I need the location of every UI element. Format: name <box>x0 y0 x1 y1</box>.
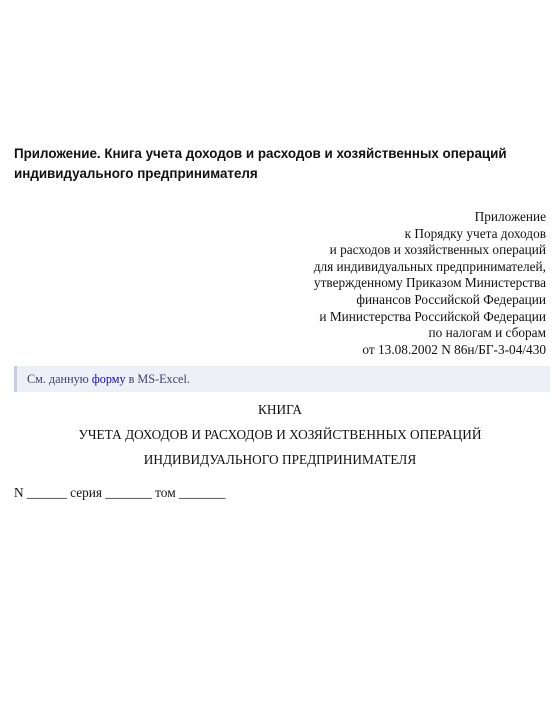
approval-line: финансов Российской Федерации <box>356 291 546 307</box>
document-heading <box>14 144 544 184</box>
approval-line: и расходов и хозяйственных операций <box>329 242 546 258</box>
note-prefix: См. данную <box>27 372 92 386</box>
form-link[interactable]: форму <box>91 372 126 386</box>
book-subtitle: УЧЕТА ДОХОДОВ И РАСХОДОВ И ХОЗЯЙСТВЕННЫХ ОПЕРАЦИЙ <box>78 427 482 442</box>
note-suffix: в MS-Excel. <box>125 372 190 386</box>
approval-line: Приложение <box>474 209 546 224</box>
book-title: КНИГА <box>258 402 302 417</box>
book-owner-type: ИНДИВИДУАЛЬНОГО ПРЕДПРИНИМАТЕЛЯ <box>143 452 417 467</box>
excel-note <box>14 366 550 392</box>
approval-line: от 13.08.2002 N 86н/БГ-3-04/430 <box>362 341 546 357</box>
heading-line-1: Приложение. Книга учета доходов и расходов и хозяйственных операций <box>14 146 507 161</box>
approval-block <box>186 209 546 358</box>
approval-line: по налогам и сборам <box>428 325 546 341</box>
heading-line-2: индивидуального предпринимателя <box>14 166 258 181</box>
approval-line: и Министерства Российской Федерации <box>319 308 546 324</box>
approval-line: утвержденному Приказом Министерства <box>313 275 546 291</box>
book-number-line: N ______ серия _______ том _______ <box>14 485 226 500</box>
approval-line: для индивидуальных предпринимателей, <box>313 258 546 274</box>
approval-line: к Порядку учета доходов <box>404 225 546 241</box>
